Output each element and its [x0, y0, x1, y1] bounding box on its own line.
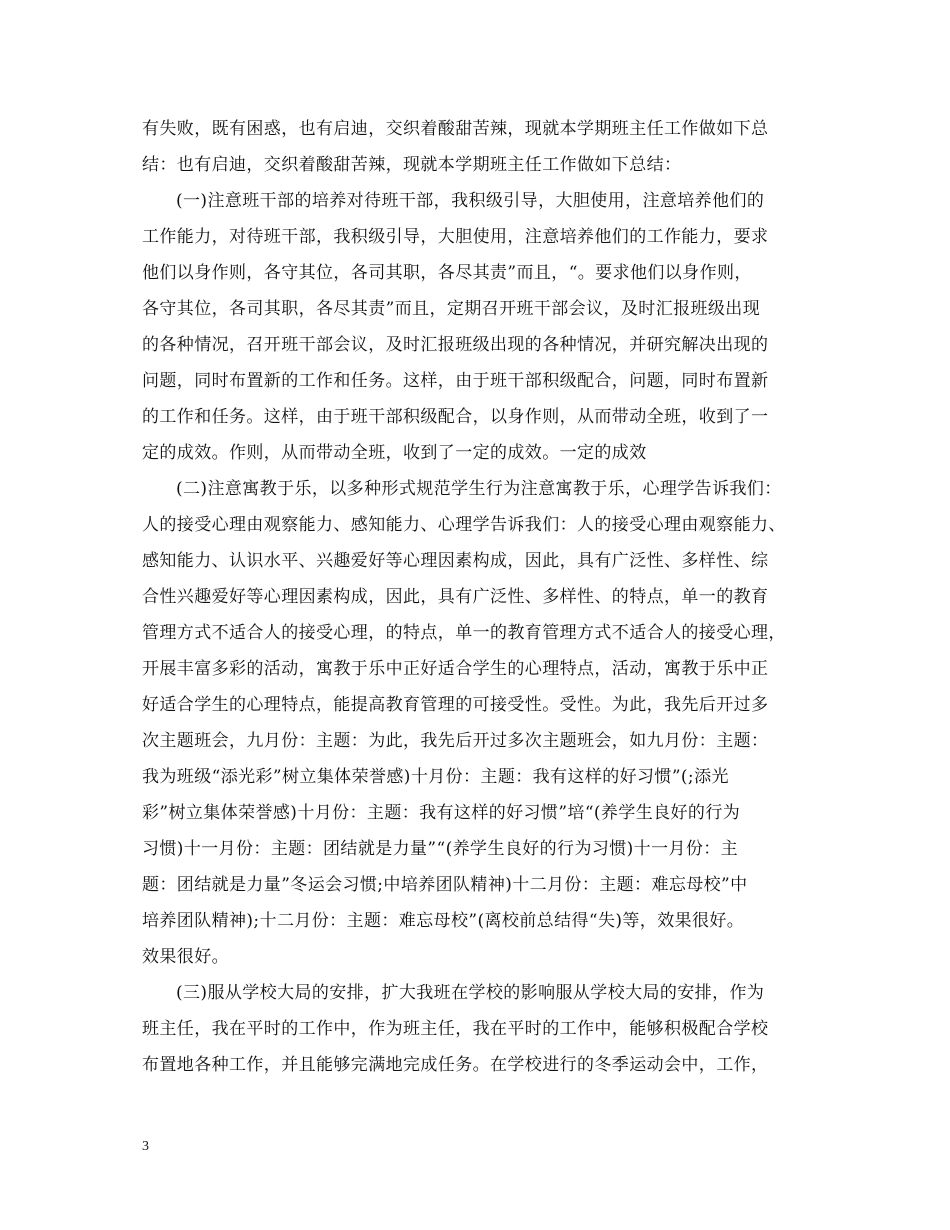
- text-line: 培养团队精神);十二月份：主题：难忘母校”(离校前总结得“失)等，效果很好。: [142, 911, 745, 931]
- text-line: 结：也有启迪，交织着酸甜苦辣，现就本学期班主任工作做如下总结：: [142, 155, 682, 175]
- text-line: 次主题班会，九月份：主题：为此，我先后开过多次主题班会，如九月份：主题：: [142, 731, 769, 751]
- paragraph-start: (二)注意寓教于乐，以多种形式规范学生行为注意寓教于乐，心理学告诉我们：: [176, 479, 782, 499]
- text-line: 的各种情况，召开班干部会议，及时汇报班级出现的各种情况，并研究解决出现的: [142, 335, 769, 355]
- text-line: 他们以身作则，各守其位，各司其职，各尽其责”而且，“。要求他们以身作则，: [142, 263, 752, 283]
- text-line: 问题，同时布置新的工作和任务。这样，由于班干部积级配合，问题，同时布置新: [142, 371, 769, 391]
- text-line: 彩”树立集体荣誉感)十月份：主题：我有这样的好习惯”培“(养学生良好的行为: [142, 803, 741, 823]
- text-line: 开展丰富多彩的活动，寓教于乐中正好适合学生的心理特点，活动，寓教于乐中正: [142, 659, 769, 679]
- text-line: 各守其位，各司其职，各尽其责”而且，定期召开班干部会议，及时汇报班级出现: [142, 299, 761, 319]
- text-line: 效果很好。: [142, 947, 229, 967]
- page-number: 3: [142, 1139, 149, 1154]
- text-line: 有失败，既有困惑，也有启迪，交织着酸甜苦辣，现就本学期班主任工作做如下总: [142, 119, 769, 139]
- text-line: 习惯)十一月份：主题：团结就是力量”“(养学生良好的行为习惯)十一月份：主: [142, 839, 739, 859]
- text-line: 的工作和任务。这样，由于班干部积级配合，以身作则，从而带动全班，收到了一: [142, 407, 769, 427]
- text-line: 我为班级“添光彩”树立集体荣誉感)十月份：主题：我有这样的好习惯”(;添光: [142, 767, 729, 787]
- text-line: 班主任，我在平时的工作中，作为班主任，我在平时的工作中，能够积极配合学校: [142, 1019, 769, 1039]
- text-line: 题：团结就是力量”冬运会习惯;中培养团队精神)十二月份：主题：难忘母校”中: [142, 875, 748, 895]
- text-line: 布置地各种工作，并且能够完满地完成任务。在学校进行的冬季运动会中，工作，: [142, 1055, 769, 1075]
- text-line: 感知能力、认识水平、兴趣爱好等心理因素构成，因此，具有广泛性、多样性、综: [142, 551, 769, 571]
- text-line: 合性兴趣爱好等心理因素构成，因此，具有广泛性、多样性、的特点，单一的教育: [142, 587, 769, 607]
- text-line: 人的接受心理由观察能力、感知能力、心理学告诉我们：人的接受心理由观察能力、: [142, 515, 786, 535]
- text-line: 管理方式不适合人的接受心理，的特点，单一的教育管理方式不适合人的接受心理，: [142, 623, 786, 643]
- text-line: 好适合学生的心理特点，能提高教育管理的可接受性。受性。为此，我先后开过多: [142, 695, 769, 715]
- paragraph-start: (三)服从学校大局的安排，扩大我班在学校的影响服从学校大局的安排，作为: [176, 983, 765, 1003]
- text-line: 定的成效。作则，从而带动全班，收到了一定的成效。一定的成效: [142, 443, 647, 463]
- paragraph-start: (一)注意班干部的培养对待班干部，我积级引导，大胆使用，注意培养他们的: [176, 191, 765, 211]
- text-line: 工作能力，对待班干部，我积级引导，大胆使用，注意培养他们的工作能力，要求: [142, 227, 769, 247]
